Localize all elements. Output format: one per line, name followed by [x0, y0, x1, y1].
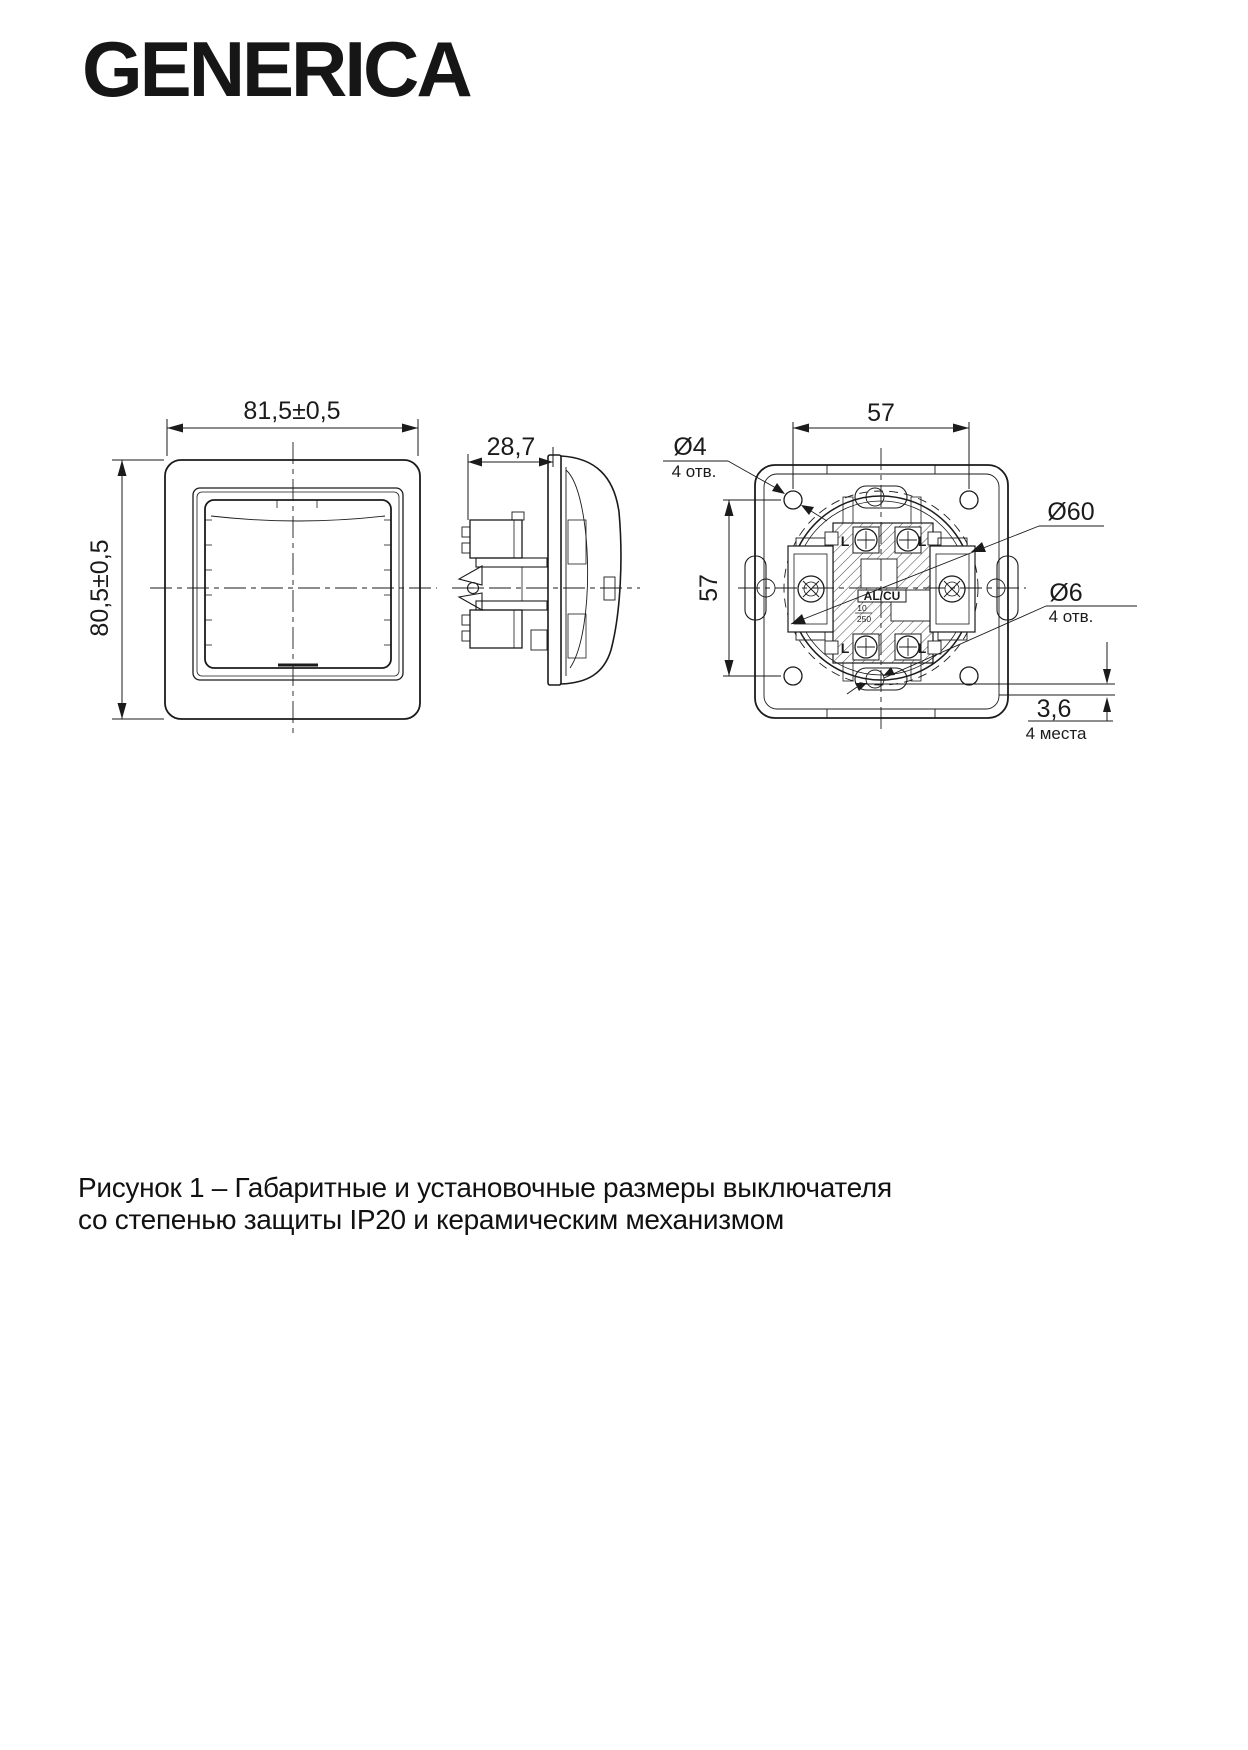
mount-hole-dia-label: Ø4 — [673, 433, 707, 461]
claw-assembly-left — [788, 538, 833, 640]
mount-hole — [784, 667, 802, 685]
dim-side-depth — [468, 433, 553, 520]
rocker-side-profile — [561, 456, 621, 684]
side-depth-label: 28,7 — [486, 433, 536, 461]
terminal-marking: AL/CU — [863, 589, 901, 603]
dim-front-height — [86, 460, 164, 719]
box-dia-label: Ø60 — [1047, 498, 1095, 526]
claw-hole-note: 4 отв. — [1048, 607, 1094, 626]
rocker-grip-ticks — [205, 500, 391, 645]
tab-dim-label: 3,6 — [1036, 695, 1072, 723]
front-width-label: 81,5±0,5 — [243, 397, 341, 425]
mount-hole — [784, 491, 802, 509]
mount-hole-note: 4 отв. — [671, 462, 717, 481]
claw-hole-dia-label: Ø6 — [1049, 579, 1083, 607]
terminal-l-mark: L — [840, 533, 850, 549]
faceplate-side-profile — [548, 455, 561, 685]
side-view — [452, 433, 640, 685]
mount-hole — [960, 667, 978, 685]
back-span-h-label: 57 — [867, 399, 895, 427]
tab-note: 4 места — [1025, 724, 1087, 743]
back-view — [663, 399, 1137, 743]
figure-caption-line2: со степенью защиты IP20 и керамическим механизмом — [78, 1204, 784, 1236]
figure-caption-line1: Рисунок 1 – Габаритные и установочные размеры выключателя — [78, 1172, 892, 1203]
terminal-l-mark: L — [840, 640, 850, 656]
front-height-label: 80,5±0,5 — [86, 539, 114, 637]
claw-upper — [459, 566, 482, 585]
rating-voltage: 250 — [856, 614, 872, 624]
rocker-outline — [205, 500, 391, 668]
claw-assembly-right — [930, 538, 975, 640]
mechanism-side — [459, 512, 547, 650]
terminal-l-mark: L — [917, 640, 927, 656]
dim-front-width — [167, 397, 418, 456]
mount-hole — [960, 491, 978, 509]
brand-logo: GENERICA — [82, 25, 470, 113]
figure-caption — [78, 1172, 938, 1237]
front-view — [86, 397, 437, 737]
terminal-l-mark: L — [917, 533, 927, 549]
callout-mount-hole — [663, 433, 827, 521]
rating-current: 10 — [857, 603, 867, 613]
back-span-v-label: 57 — [695, 574, 723, 602]
